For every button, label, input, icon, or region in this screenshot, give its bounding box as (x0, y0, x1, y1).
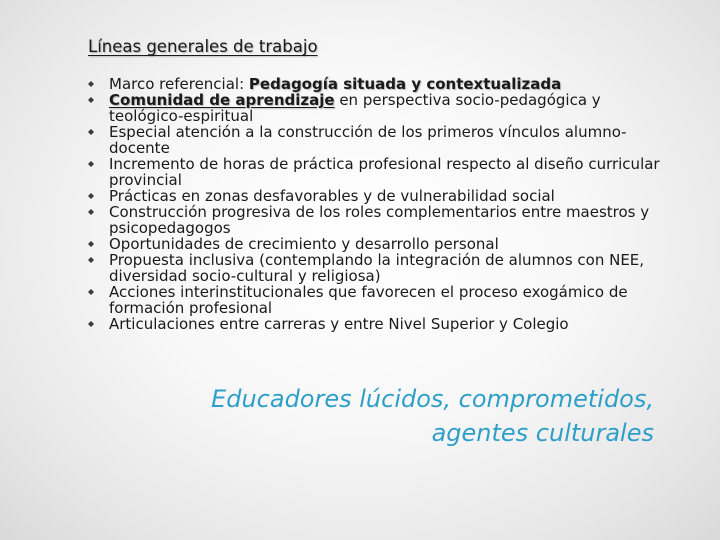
bullet-text: Oportunidades de crecimiento y desarrollo personal (109, 235, 499, 253)
bullet-suffix: en perspectiva socio-pedagógica y teológico-espiritual (109, 91, 601, 125)
slide-title: Líneas generales de trabajo (88, 37, 318, 56)
bullet-emphasis: Comunidad de aprendizaje (109, 91, 335, 109)
bullet-text: Marco referencial: (109, 75, 249, 93)
bullet-list (88, 76, 678, 332)
bullet-text: Construcción progresiva de los roles complementarios entre maestros y psicopedagogos (109, 203, 650, 237)
list-item (88, 92, 678, 124)
bullet-flourish-icon (88, 81, 94, 87)
bullet-flourish-icon (88, 129, 94, 135)
bullet-flourish-icon (88, 97, 94, 103)
bullet-text: Especial atención a la construcción de los primeros vínculos alumno-docente (109, 123, 627, 157)
bullet-flourish-icon (88, 193, 94, 199)
bullet-flourish-icon (88, 321, 94, 327)
bullet-flourish-icon (88, 161, 94, 167)
list-item (88, 236, 678, 252)
list-item (88, 204, 678, 236)
list-item (88, 252, 678, 284)
bullet-flourish-icon (88, 257, 94, 263)
bullet-text: Prácticas en zonas desfavorables y de vulnerabilidad social (109, 187, 555, 205)
list-item (88, 284, 678, 316)
bullet-text: Incremento de horas de práctica profesional respecto al diseño curricular provincial (109, 155, 660, 189)
list-item (88, 76, 678, 92)
list-item (88, 156, 678, 188)
bullet-text: Propuesta inclusiva (contemplando la integración de alumnos con NEE, diversidad socio-cultural y religiosa) (109, 251, 645, 285)
bullet-emphasis: Pedagogía situada y contextualizada (248, 75, 562, 93)
list-item (88, 316, 678, 332)
bullet-text: Acciones interinstitucionales que favorecen el proceso exogámico de formación profesional (109, 283, 628, 317)
quote-line-2: agentes culturales (431, 419, 654, 447)
closing-quote (211, 382, 654, 450)
list-item (88, 188, 678, 204)
bullet-flourish-icon (88, 209, 94, 215)
bullet-flourish-icon (88, 289, 94, 295)
bullet-text: Articulaciones entre carreras y entre Nivel Superior y Colegio (109, 315, 569, 333)
bullet-flourish-icon (88, 241, 94, 247)
quote-line-1: Educadores lúcidos, comprometidos, (211, 385, 654, 413)
list-item (88, 124, 678, 156)
